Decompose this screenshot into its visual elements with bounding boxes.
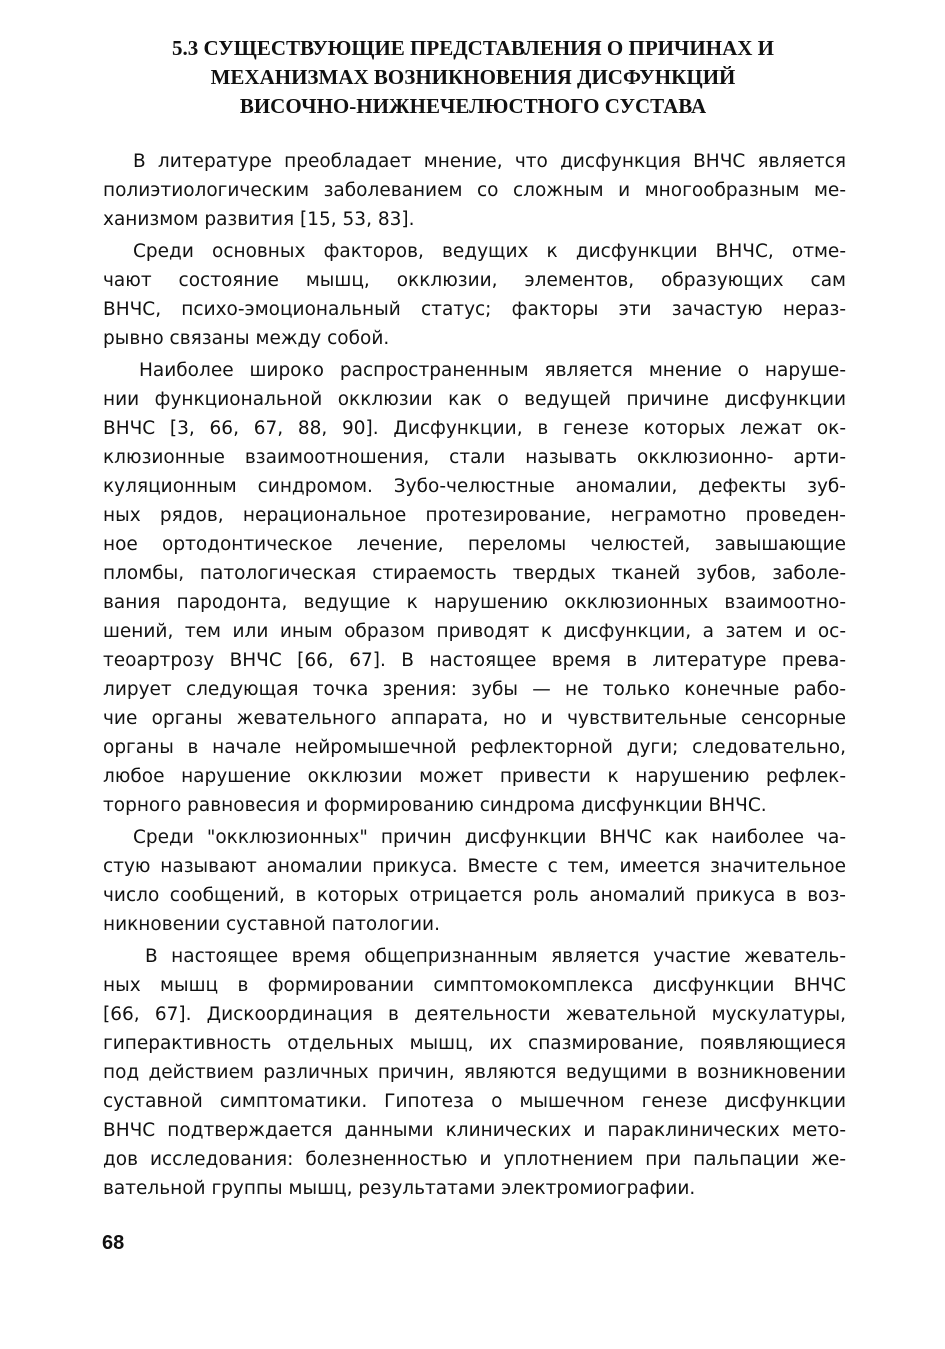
text-line: [66, 67]. Дискоординация в деятельности жевательной мускулатуры, xyxy=(103,1004,846,1025)
text-line: под действием различных причин, являются ведущими в возникновении xyxy=(103,1062,846,1083)
paragraph-4 xyxy=(103,823,846,939)
text-line: теоартрозу ВНЧС [66, 67]. В настоящее время в литературе прева- xyxy=(103,650,846,671)
text-line: вания пародонта, ведущие к нарушению окклюзионных взаимоотно- xyxy=(103,592,846,613)
text-line: Среди основных факторов, ведущих к дисфункции ВНЧС, отме- xyxy=(133,241,846,262)
text-line: стую называют аномалии прикуса. Вместе с тем, имеется значительное xyxy=(103,856,846,877)
text-line: Наиболее широко распространенным является мнение о наруше- xyxy=(139,360,846,381)
text-line: В настоящее время общепризнанным является участие жеватель- xyxy=(145,946,846,967)
text-line: ных рядов, нерациональное протезирование, неграмотно проведен- xyxy=(103,505,846,526)
section-title-line: МЕХАНИЗМАХ ВОЗНИКНОВЕНИЯ ДИСФУНКЦИЙ xyxy=(210,65,736,89)
text-line: число сообщений, в которых отрицается роль аномалий прикуса в воз- xyxy=(103,885,846,906)
text-line: торного равновесия и формированию синдрома дисфункции ВНЧС. xyxy=(103,795,767,816)
paragraph-5 xyxy=(103,942,846,1203)
text-line: ВНЧС [3, 66, 67, 88, 90]. Дисфункции, в генезе которых лежат ок- xyxy=(103,418,846,439)
text-line: органы в начале нейромышечной рефлекторной дуги; следовательно, xyxy=(103,737,846,758)
text-line: куляционным синдромом. Зубо-челюстные аномалии, дефекты зуб- xyxy=(103,476,846,497)
text-line: гиперактивность отдельных мышц, их спазмирование, появляющиеся xyxy=(103,1033,846,1054)
text-line: Среди "окклюзионных" причин дисфункции ВНЧС как наиболее ча- xyxy=(133,827,846,848)
text-line: дов исследования: болезненностью и уплотнением при пальпации же- xyxy=(103,1149,846,1170)
paragraph-2 xyxy=(103,237,846,353)
text-line: В литературе преобладает мнение, что дисфункция ВНЧС является xyxy=(133,151,846,172)
paragraph-1 xyxy=(103,147,846,234)
page-number: 68 xyxy=(102,1232,125,1254)
text-line: ВНЧС подтверждается данными клинических и параклинических мето- xyxy=(103,1120,846,1141)
text-line: чают состояние мышц, окклюзии, элементов, образующих сам xyxy=(103,270,846,291)
text-line: вательной группы мышц, результатами электромиографии. xyxy=(103,1178,696,1199)
text-line: чие органы жевательного аппарата, но и чувствительные сенсорные xyxy=(103,708,846,729)
text-line: клюзионные взаимоотношения, стали называть окклюзионно- арти- xyxy=(103,447,846,468)
text-line: ных мышц в формировании симптомокомплекса дисфункции ВНЧС xyxy=(103,975,846,996)
text-line: нии функциональной окклюзии как о ведущей причине дисфункции xyxy=(103,389,846,410)
body-text xyxy=(103,147,846,1203)
text-line: ное ортодонтическое лечение, переломы челюстей, завышающие xyxy=(103,534,846,555)
text-line: суставной симптоматики. Гипотеза о мышечном генезе дисфункции xyxy=(103,1091,846,1112)
text-line: рывно связаны между собой. xyxy=(103,328,390,349)
section-title xyxy=(100,34,846,121)
text-line: ВНЧС, психо-эмоциональный статус; факторы эти зачастую нераз- xyxy=(103,299,846,320)
section-title-line: 5.3 СУЩЕСТВУЮЩИЕ ПРЕДСТАВЛЕНИЯ О ПРИЧИНАХ И xyxy=(172,36,774,60)
text-line: полиэтиологическим заболеванием со сложным и многообразным ме- xyxy=(103,180,846,201)
text-line: шений, тем или иным образом приводят к дисфункции, а затем и ос- xyxy=(103,621,846,642)
text-line: любое нарушение окклюзии может привести к нарушению рефлек- xyxy=(103,766,846,787)
section-title-line: ВИСОЧНО-НИЖНЕЧЕЛЮСТНОГО СУСТАВА xyxy=(239,94,707,118)
text-line: никновении суставной патологии. xyxy=(103,914,440,935)
text-line: пломбы, патологическая стираемость твердых тканей зубов, заболе- xyxy=(103,563,846,584)
paragraph-3 xyxy=(103,356,846,820)
text-line: лирует следующая точка зрения: зубы — не только конечные рабо- xyxy=(103,679,846,700)
text-line: ханизмом развития [15, 53, 83]. xyxy=(103,209,415,230)
